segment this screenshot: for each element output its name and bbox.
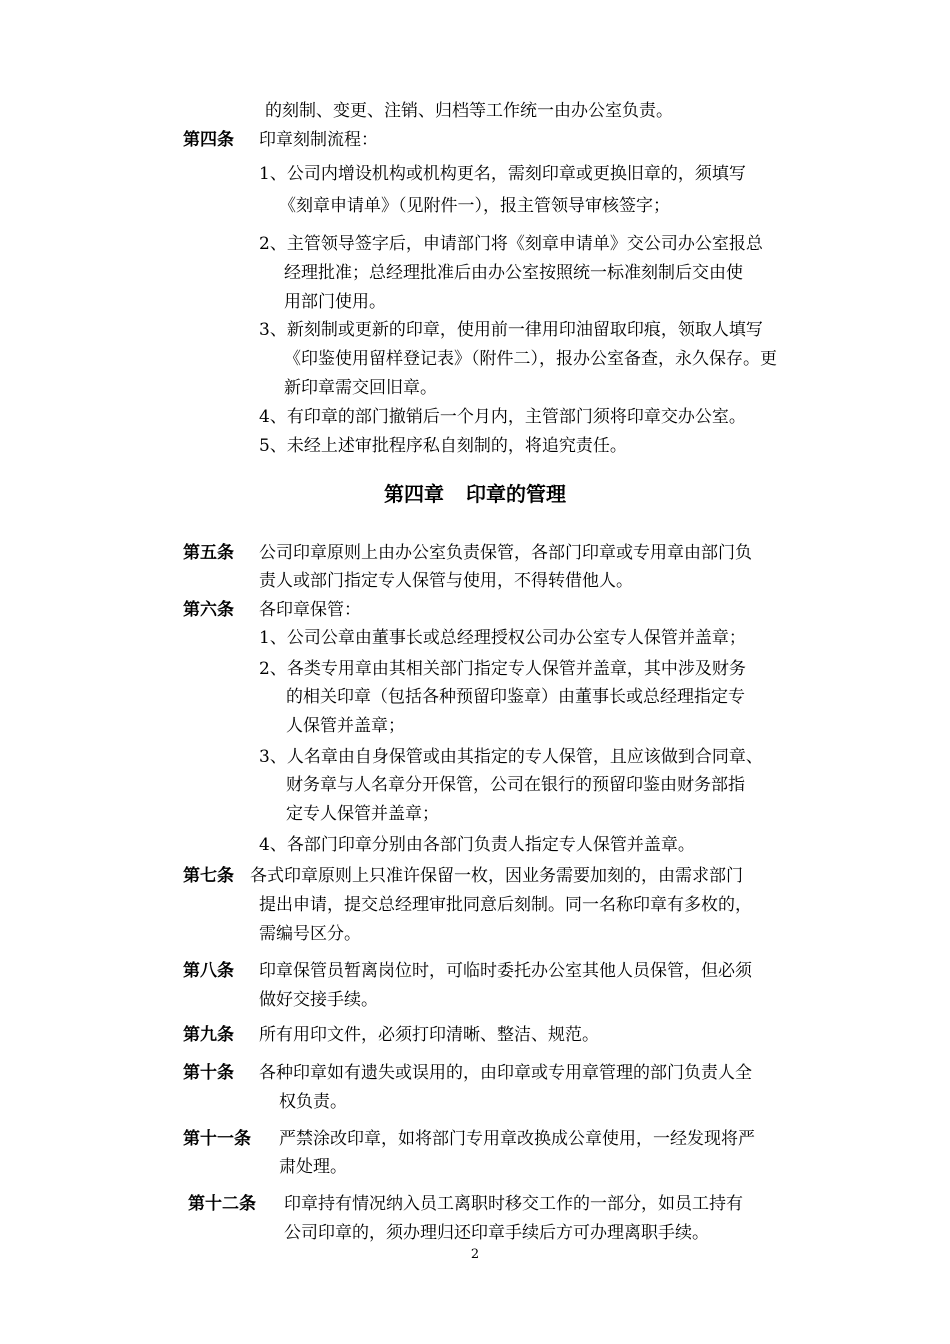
article-9-title: 第九条 (183, 1025, 234, 1045)
list-item: 2、主管领导签字后，申请部门将《刻章申请单》交公司办公室报总 (259, 234, 763, 254)
text-line: 提出申请，提交总经理审批同意后刻制。同一名称印章有多枚的， (259, 895, 752, 915)
list-item: 2、各类专用章由其相关部门指定专人保管并盖章，其中涉及财务 (259, 659, 746, 679)
list-item: 5、未经上述审批程序私自刻制的，将追究责任。 (259, 436, 627, 456)
article-6-title: 第六条 (183, 600, 234, 620)
text-line: 《刻章申请单》（见附件一），报主管领导审核签字； (279, 196, 670, 216)
text-line: 所有用印文件，必须打印清晰、整洁、规范。 (259, 1025, 599, 1045)
list-item: 4、有印章的部门撤销后一个月内，主管部门须将印章交办公室。 (259, 407, 746, 427)
text-line: 的相关印章（包括各种预留印鉴章）由董事长或总经理指定专 (286, 687, 745, 707)
text-line: 做好交接手续。 (259, 990, 378, 1010)
text-line: 严禁涂改印章，如将部门专用章改换成公章使用，一经发现将严 (279, 1129, 755, 1149)
text-line: 定专人保管并盖章； (286, 804, 439, 824)
text-line: 《印鉴使用留样登记表》（附件二），报办公室备查，永久保存。更 (284, 349, 777, 369)
text-line: 印章持有情况纳入员工离职时移交工作的一部分，如员工持有 (284, 1194, 743, 1214)
text-line: 的刻制、变更、注销、归档等工作统一由办公室负责。 (265, 101, 673, 121)
text-line: 财务章与人名章分开保管，公司在银行的预留印鉴由财务部指 (286, 775, 745, 795)
text-line: 公司印章原则上由办公室负责保管，各部门印章或专用章由部门负 (259, 543, 752, 563)
list-item: 1、公司内增设机构或机构更名，需刻印章或更换旧章的，须填写 (259, 164, 746, 184)
list-item: 3、人名章由自身保管或由其指定的专人保管，且应该做到合同章、 (259, 747, 763, 767)
article-12-title: 第十二条 (188, 1194, 256, 1214)
text-line: 新印章需交回旧章。 (284, 378, 437, 398)
list-item: 4、各部门印章分别由各部门负责人指定专人保管并盖章。 (259, 835, 695, 855)
chapter-number: 第四章 (384, 482, 444, 506)
text-line: 权负责。 (279, 1092, 347, 1112)
chapter-heading (0, 480, 950, 508)
text-line: 各式印章原则上只准许保留一枚，因业务需要加刻的，由需求部门 (250, 866, 743, 886)
text-line: 各印章保管： (259, 600, 361, 620)
article-7-title: 第七条 (183, 866, 234, 886)
article-5-title: 第五条 (183, 543, 234, 563)
chapter-title: 印章的管理 (466, 482, 566, 506)
text-line: 需编号区分。 (259, 924, 361, 944)
article-8-title: 第八条 (183, 961, 234, 981)
text-line: 印章保管员暂离岗位时，可临时委托办公室其他人员保管，但必须 (259, 961, 752, 981)
text-line: 用部门使用。 (284, 292, 386, 312)
text-line: 印章刻制流程： (259, 130, 378, 150)
text-line: 肃处理。 (279, 1157, 347, 1177)
article-10-title: 第十条 (183, 1063, 234, 1083)
page-number: 2 (470, 1247, 480, 1262)
text-line: 经理批准；总经理批准后由办公室按照统一标准刻制后交由使 (284, 263, 743, 283)
text-line: 公司印章的，须办理归还印章手续后方可办理离职手续。 (284, 1223, 709, 1243)
text-line: 责人或部门指定专人保管与使用，不得转借他人。 (259, 571, 633, 591)
list-item: 1、公司公章由董事长或总经理授权公司办公室专人保管并盖章； (259, 628, 746, 648)
text-line: 人保管并盖章； (286, 716, 405, 736)
article-4-title: 第四条 (183, 130, 234, 150)
list-item: 3、新刻制或更新的印章，使用前一律用印油留取印痕，领取人填写 (259, 320, 763, 340)
article-11-title: 第十一条 (183, 1129, 251, 1149)
text-line: 各种印章如有遗失或误用的，由印章或专用章管理的部门负责人全 (259, 1063, 752, 1083)
